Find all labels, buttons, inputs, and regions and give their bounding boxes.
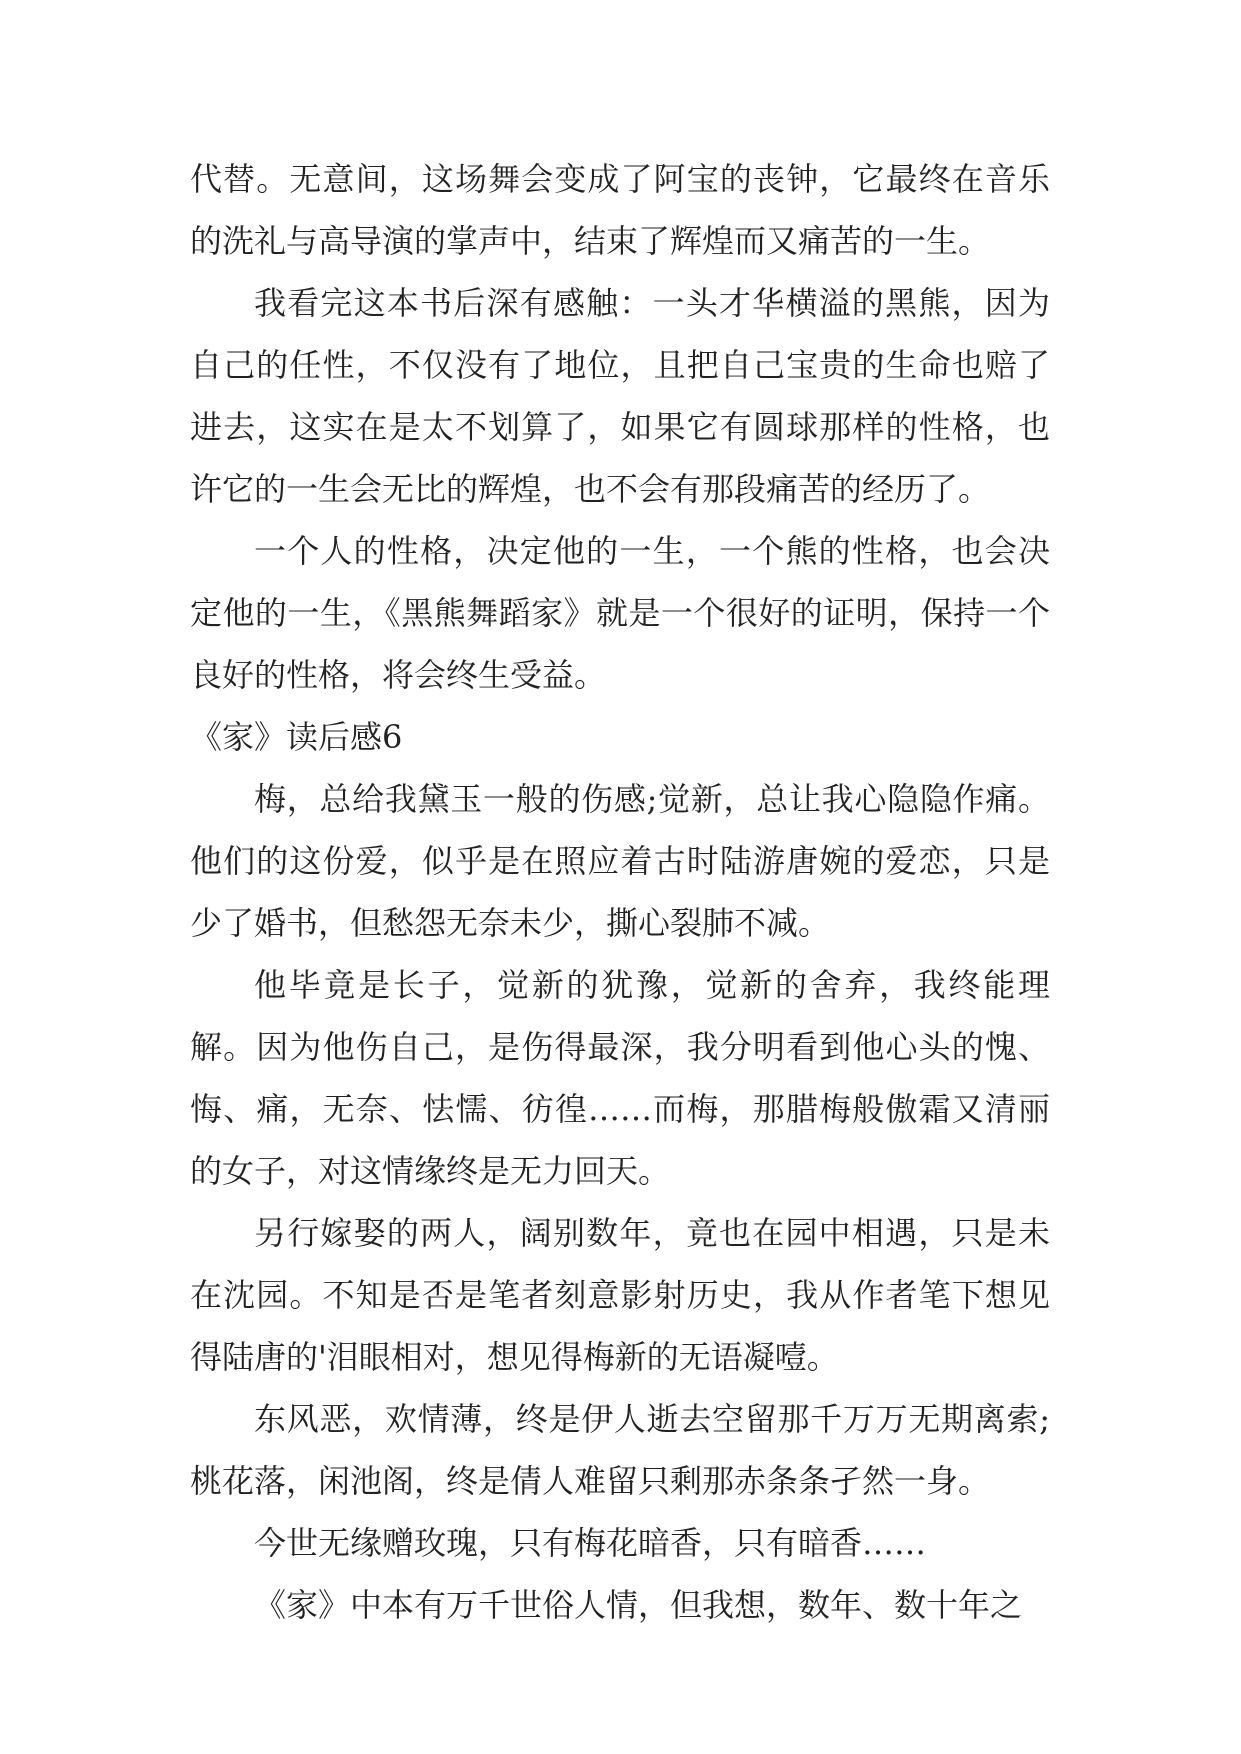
- document-body: [190, 148, 1050, 1636]
- paragraph: 我看完这本书后深有感触：一头才华横溢的黑熊，因为自己的任性，不仅没有了地位，且把自己宝贵的生命也赔了进去，这实在是太不划算了，如果它有圆球那样的性格，也许它的一生会无比的辉煌，也不会有那段痛苦的经历了。: [190, 284, 1050, 508]
- paragraph: 《家》中本有万千世俗人情，但我想，数年、数十年之: [254, 1586, 1023, 1624]
- paragraph-continued: 代替。无意间，这场舞会变成了阿宝的丧钟，它最终在音乐的洗礼与高导演的掌声中，结束了辉煌而又痛苦的一生。: [190, 160, 1050, 260]
- paragraph: 梅，总给我黛玉一般的伤感;觉新，总让我心隐隐作痛。他们的这份爱，似乎是在照应着古时陆游唐婉的爱恋，只是少了婚书，但愁怨无奈未少，撕心裂肺不减。: [190, 780, 1050, 942]
- paragraph: 东风恶，欢情薄，终是伊人逝去空留那千万万无期离索;桃花落，闲池阁，终是倩人难留只剩那赤条条孑然一身。: [190, 1400, 1050, 1500]
- paragraph: 今世无缘赠玫瑰，只有梅花暗香，只有暗香……: [254, 1524, 927, 1562]
- paragraph: 另行嫁娶的两人，阔别数年，竟也在园中相遇，只是未在沈园。不知是否是笔者刻意影射历史，我从作者笔下想见得陆唐的'泪眼相对，想见得梅新的无语凝噎。: [190, 1214, 1050, 1376]
- section-heading: 《家》读后感6: [190, 718, 403, 756]
- paragraph: 他毕竟是长子，觉新的犹豫，觉新的舍弃，我终能理解。因为他伤自己，是伤得最深，我分明看到他心头的愧、悔、痛，无奈、怯懦、彷徨……而梅，那腊梅般傲霜又清丽的女子，对这情缘终是无力回天。: [190, 966, 1050, 1190]
- paragraph: 一个人的性格，决定他的一生，一个熊的性格，也会决定他的一生，《黑熊舞蹈家》就是一个很好的证明，保持一个良好的性格，将会终生受益。: [190, 532, 1050, 694]
